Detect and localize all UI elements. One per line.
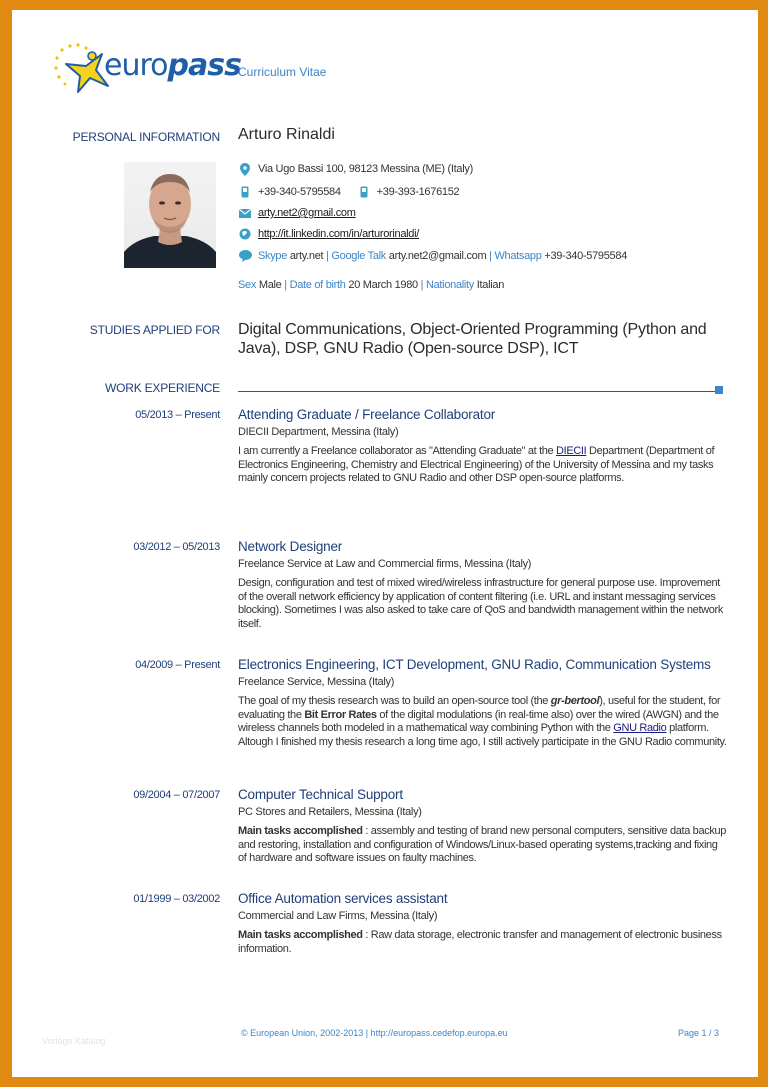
studies-label: STUDIES APPLIED FOR xyxy=(89,323,220,337)
section-divider xyxy=(238,391,718,392)
work-experience-label: WORK EXPERIENCE xyxy=(104,381,220,395)
location-pin-icon xyxy=(238,162,252,176)
job-organization: DIECII Department, Messina (Italy) xyxy=(238,426,399,438)
job-date: 03/2012 – 05/2013 xyxy=(133,541,220,553)
chat-bubble-icon xyxy=(238,249,252,263)
whatsapp-label: Whatsapp xyxy=(494,250,542,262)
person-name: Arturo Rinaldi xyxy=(238,126,335,143)
phone-row xyxy=(238,185,459,199)
nationality-label: Nationality xyxy=(425,279,475,291)
dob-label: Date of birth xyxy=(289,279,346,291)
job-description: Main tasks accomplished : Raw data storage, electronic transfer and management of electronic business information. xyxy=(238,929,722,955)
personal-details-row xyxy=(238,279,504,291)
job-entry xyxy=(238,407,728,486)
watermark: Vorlage Katalog xyxy=(42,1036,106,1046)
diecii-link[interactable]: DIECII xyxy=(556,445,587,457)
job-date: 05/2013 – Present xyxy=(135,409,220,421)
whatsapp-value: +39-340-5795584 xyxy=(544,250,628,262)
job-description: Design, configuration and test of mixed wired/wireless infrastructure for general purpose use. Improvement of the overall network efficiency by application of content filtering (i.e. URL and instant messaging services blocking). Sometimes I was also asked to take care of QoS and bandwidth management within the network itself. xyxy=(238,577,723,630)
cv-title: Curriculum Vitae xyxy=(238,65,327,79)
separator: | xyxy=(420,279,424,291)
separator: | xyxy=(326,250,329,262)
envelope-icon xyxy=(238,206,252,220)
page-number: Page 1 / 3 xyxy=(678,1028,720,1038)
address-row xyxy=(238,162,473,176)
separator: | xyxy=(489,250,492,262)
phone-icon xyxy=(238,185,252,199)
gtalk-label: Google Talk xyxy=(331,250,386,262)
separator: | xyxy=(284,279,287,291)
job-entry xyxy=(238,657,730,749)
job-organization: Freelance Service at Law and Commercial firms, Messina (Italy) xyxy=(238,558,532,570)
nationality-value: Italian xyxy=(476,279,505,291)
job-description: Main tasks accomplished : assembly and testing of brand new personal computers, sensitive data backup and restoring, installation and configuration of Windows/Linux-based operating systems,tracking and fixing of hardware and software issues on faulty machines. xyxy=(238,825,727,864)
cv-page xyxy=(12,10,758,1077)
address-text: Via Ugo Bassi 100, 98123 Messina (ME) (Italy) xyxy=(258,163,473,175)
job-organization: Freelance Service, Messina (Italy) xyxy=(238,676,395,688)
job-title: Computer Technical Support xyxy=(238,787,403,802)
job-date: 09/2004 – 07/2007 xyxy=(133,789,220,801)
gtalk-value: arty.net2@gmail.com xyxy=(388,250,487,262)
skype-value: arty.net xyxy=(289,250,324,262)
gnu-radio-link[interactable]: GNU Radio xyxy=(613,722,667,734)
job-entry xyxy=(238,787,728,866)
job-organization: Commercial and Law Firms, Messina (Italy) xyxy=(238,910,438,922)
globe-icon xyxy=(238,227,252,241)
job-date: 04/2009 – Present xyxy=(135,659,220,671)
dob-value: 20 March 1980 xyxy=(348,279,418,291)
job-entry xyxy=(238,891,728,956)
footer-copyright: © European Union, 2002-2013 | http://europass.cedefop.europa.eu xyxy=(241,1028,508,1038)
im-row xyxy=(238,249,627,263)
phone-2[interactable]: +39-393-1676152 xyxy=(376,186,460,198)
job-title: Network Designer xyxy=(238,539,343,554)
job-date: 01/1999 – 03/2002 xyxy=(133,893,220,905)
skype-label: Skype xyxy=(258,250,288,262)
sex-label: Sex xyxy=(238,279,257,291)
job-description: The goal of my thesis research was to build an open-source tool (the gr-bertool), useful for the student, for evaluating the Bit Error Rates of the digital modulations (in real-time also) over the wired (AWGN) and the wireless channels both modeled in a mathematical way combining Python with the GNU Radio platform. Altough I finished my thesis research a long time ago, I still actively participate in the GNU Radio community. xyxy=(238,695,727,748)
europass-logo xyxy=(52,42,241,102)
section-marker xyxy=(715,386,723,394)
job-entry xyxy=(238,539,728,631)
studies-text: Digital Communications, Object-Oriented Programming (Python and Java), DSP, GNU Radio (Open-source DSP), ICT xyxy=(238,321,707,357)
email-row xyxy=(238,206,356,220)
profile-photo xyxy=(124,162,216,268)
phone-icon xyxy=(357,185,371,199)
website-link[interactable]: http://it.linkedin.com/in/arturorinaldi/ xyxy=(258,228,420,240)
personal-info-label: PERSONAL INFORMATION xyxy=(72,130,220,144)
job-title: Attending Graduate / Freelance Collaborator xyxy=(238,407,496,422)
email-link[interactable]: arty.net2@gmail.com xyxy=(258,207,356,219)
website-row xyxy=(238,227,419,241)
job-title: Electronics Engineering, ICT Development, GNU Radio, Communication Systems xyxy=(238,657,711,672)
sex-value: Male xyxy=(258,279,282,291)
job-title: Office Automation services assistant xyxy=(238,891,448,906)
phone-1[interactable]: +39-340-5795584 xyxy=(258,186,341,198)
job-organization: PC Stores and Retailers, Messina (Italy) xyxy=(238,806,422,818)
job-description: I am currently a Freelance collaborator as "Attending Graduate" at the DIECII Department (Department of Electronics Engineering, Chemistry and Electrical Engineering) of the University of Messina and my tasks mainly concern projects related to GNU Radio and other DSP open-source platforms. xyxy=(238,445,715,484)
logo-text: europass xyxy=(104,48,241,83)
